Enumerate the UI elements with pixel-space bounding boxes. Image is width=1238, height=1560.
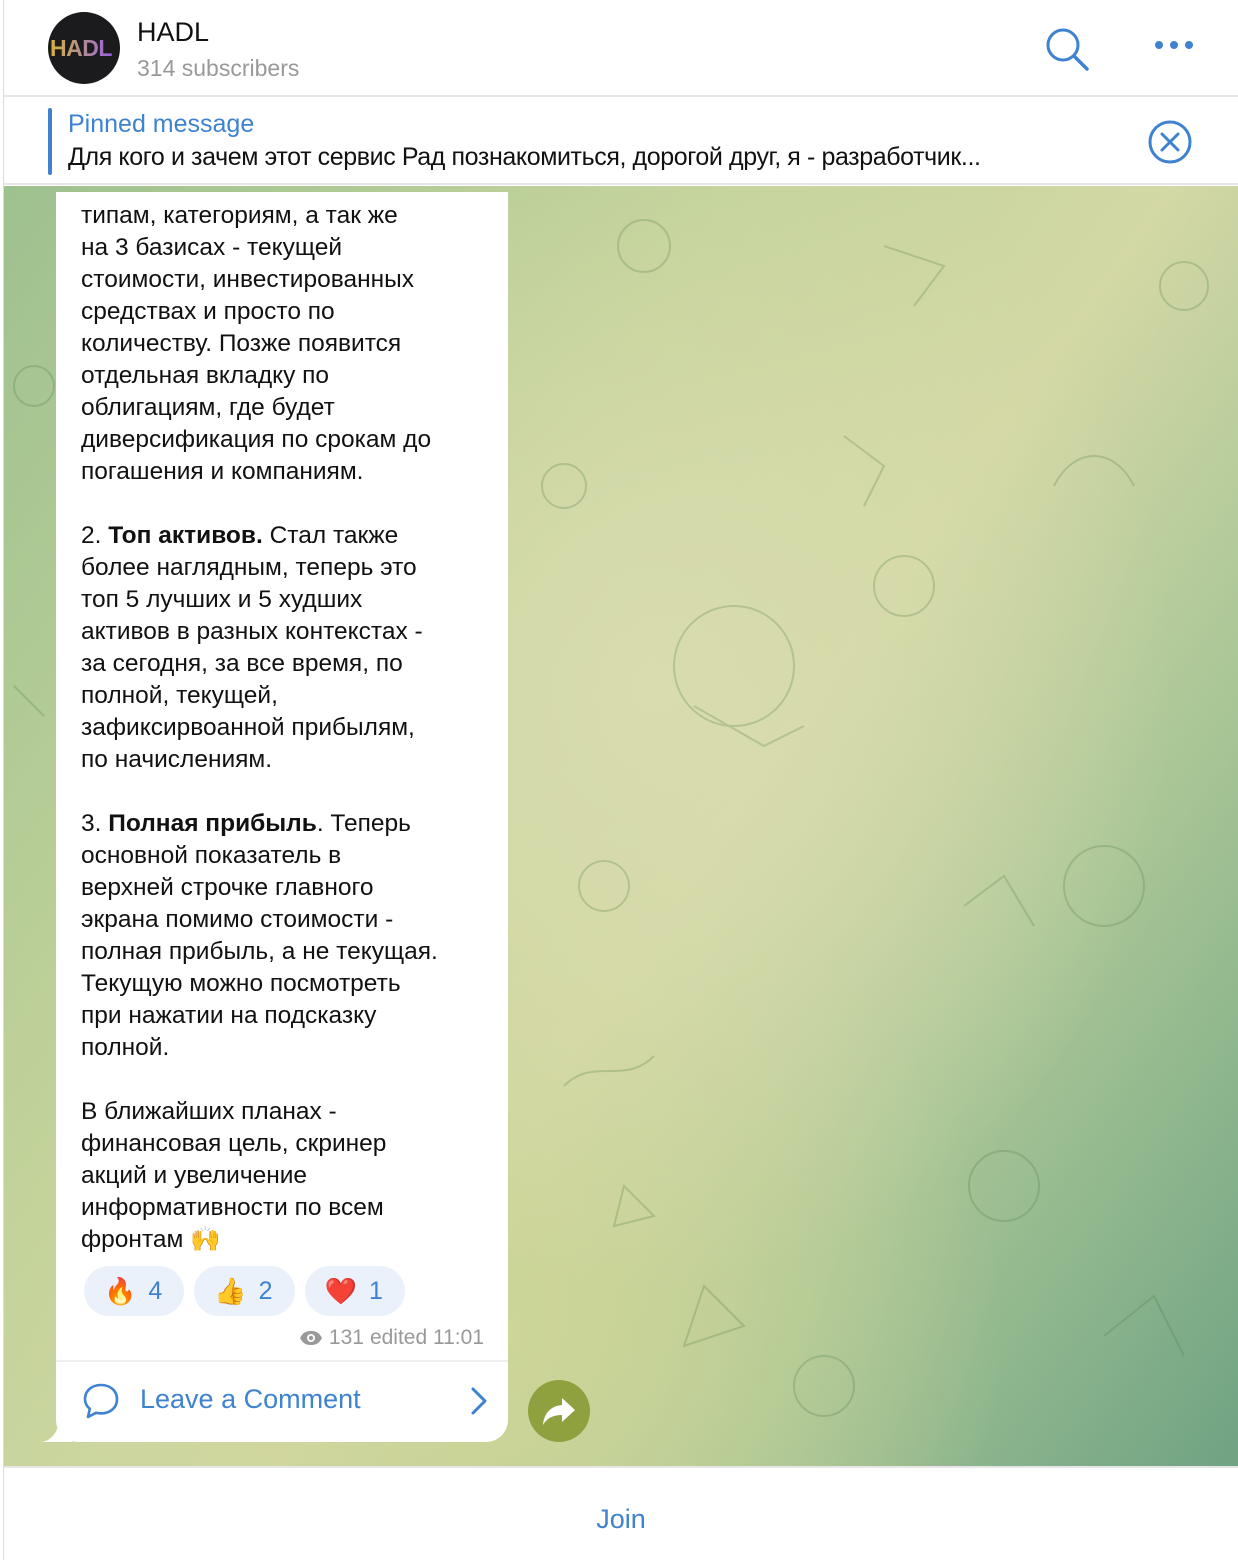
reaction-thumbs-up[interactable]	[194, 1266, 294, 1316]
message-text	[56, 200, 508, 1256]
close-pinned-icon[interactable]	[1147, 119, 1193, 170]
message-paragraph: типам, категориям, а так же на 3 базисах - текущей стоимости, инвестированных средствах и просто по количеству. Позже появится отдельная вкладку по облигациям, где будет диверсификация по срокам до погашения и компаниям.	[81, 202, 432, 485]
heart-icon: ❤️	[324, 1276, 357, 1306]
footer-bar	[4, 1466, 1238, 1560]
channel-title[interactable]: HADL	[137, 17, 210, 47]
bold-heading: Топ активов.	[108, 522, 263, 549]
message-meta	[299, 1326, 484, 1350]
reaction-fire[interactable]	[84, 1266, 184, 1316]
reaction-count: 2	[258, 1276, 273, 1305]
paragraph-text: Стал также более наглядным, теперь это топ 5 лучших и 5 худших активов в разных контекстах - за сегодня, за все время, по полной, текущей, зафиксирвоанной прибылям, по начислениям.	[81, 522, 423, 773]
pinned-indicator	[48, 108, 52, 175]
chat-area	[4, 186, 1238, 1466]
list-number: 2.	[81, 522, 109, 549]
subscriber-count: 314 subscribers	[137, 55, 300, 81]
chevron-right-icon	[470, 1386, 488, 1416]
list-number: 3.	[81, 810, 109, 837]
avatar-logo-text: HADL	[50, 34, 112, 61]
bold-heading: Полная прибыль	[108, 810, 317, 837]
leave-comment-label: Leave a Comment	[140, 1384, 361, 1414]
more-options-icon[interactable]	[1154, 38, 1194, 56]
reaction-heart[interactable]	[305, 1266, 405, 1316]
share-arrow-icon	[542, 1396, 576, 1426]
leave-comment-button[interactable]	[56, 1362, 508, 1442]
message-paragraph	[81, 520, 498, 776]
comment-bubble-icon	[82, 1382, 120, 1420]
reaction-count: 1	[368, 1276, 383, 1305]
thumbs-up-icon: 👍	[214, 1276, 247, 1306]
message-paragraph	[81, 808, 498, 1064]
message-paragraph: В ближайших планах - финансовая цель, скринер акций и увеличение информативности по всем фронтам 🙌	[81, 1098, 387, 1253]
channel-avatar[interactable]	[48, 12, 120, 84]
pinned-message-bar[interactable]	[4, 99, 1238, 185]
paragraph-text: . Теперь основной показатель в верхней строчке главного экрана помимо стоимости - полная прибыль, а не текущая. Текущую можно посмотреть при нажатии на подсказку полной.	[81, 810, 438, 1061]
pinned-text: Для кого и зачем этот сервис Рад познакомиться, дорогой друг, я - разработчик...	[68, 143, 981, 171]
pinned-label: Pinned message	[68, 110, 255, 138]
eye-icon	[299, 1330, 323, 1346]
search-icon[interactable]	[1044, 26, 1090, 77]
fire-icon: 🔥	[104, 1276, 137, 1306]
reaction-count: 4	[148, 1276, 163, 1305]
message-bubble	[56, 192, 508, 1442]
edited-time: edited 11:01	[369, 1326, 484, 1349]
channel-header	[4, 0, 1238, 97]
join-button[interactable]: Join	[596, 1504, 646, 1534]
reactions	[56, 1256, 508, 1316]
view-count: 131	[328, 1326, 364, 1349]
share-button[interactable]	[528, 1380, 590, 1442]
